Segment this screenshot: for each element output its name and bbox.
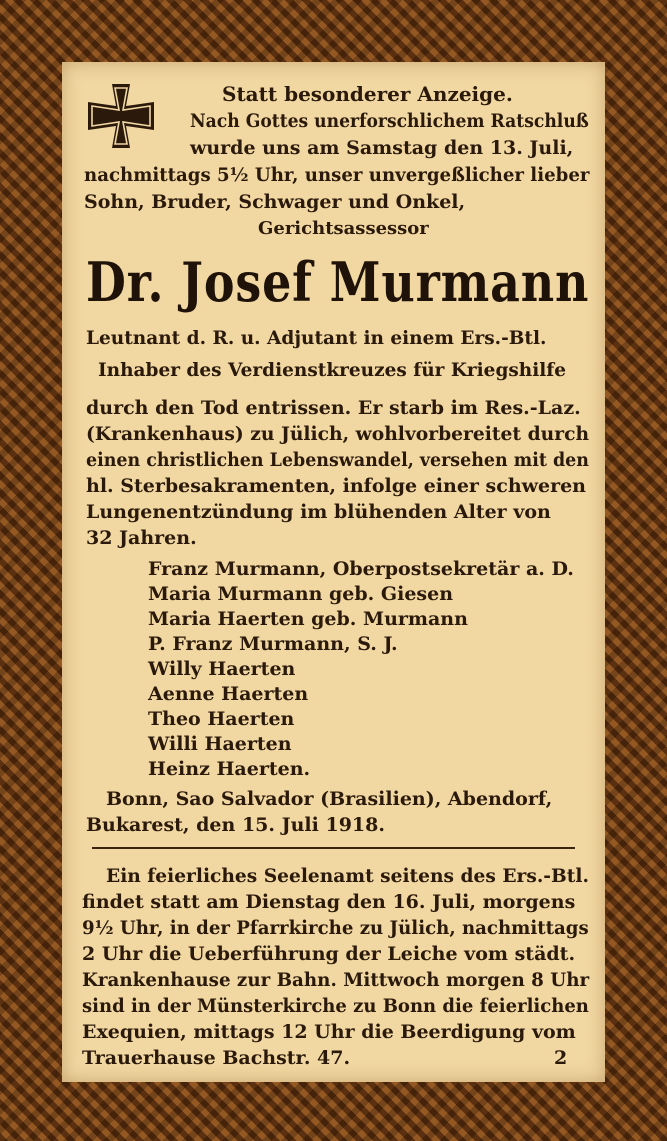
intro-line-4: Sohn, Bruder, Schwager und Onkel, (84, 191, 466, 213)
footnote-number: 2 (554, 1047, 568, 1069)
service-line-1: Ein feierliches Seelenamt seitens des Ers.-Btl. (106, 865, 589, 887)
relative-3: Maria Haerten geb. Murmann (148, 608, 468, 630)
relative-9: Heinz Haerten. (148, 758, 311, 780)
relative-1: Franz Murmann, Oberpostsekretär a. D. (148, 558, 574, 580)
relative-6: Aenne Haerten (148, 683, 309, 705)
service-line-3: 9½ Uhr, in der Pfarrkirche zu Jülich, nachmittags (82, 917, 589, 939)
body-line-6: 32 Jahren. (86, 527, 197, 549)
relative-5: Willy Haerten (148, 658, 296, 680)
service-line-5: Krankenhause zur Bahn. Mittwoch morgen 8 Uhr (82, 969, 590, 991)
iron-cross-icon (88, 84, 154, 148)
service-line-6: sind in der Münsterkirche zu Bonn die feierlichen (82, 995, 589, 1017)
service-line-4: 2 Uhr die Ueberführung der Leiche vom städt. (82, 943, 576, 965)
body-line-3: einen christlichen Lebenswandel, versehen mit den (86, 449, 589, 471)
body-line-5: Lungenentzündung im blühenden Alter von (86, 501, 551, 523)
relative-7: Theo Haerten (148, 708, 295, 730)
intro-line-2: wurde uns am Samstag den 13. Juli, (190, 137, 574, 159)
deceased-name: Dr. Josef Murmann (86, 250, 590, 314)
relative-4: P. Franz Murmann, S. J. (148, 633, 398, 655)
section-divider (92, 847, 575, 849)
body-line-2: (Krankenhaus) zu Jülich, wohlvorbereitet durch (86, 423, 590, 445)
obituary-notice (62, 62, 605, 1082)
places-line-2: Bukarest, den 15. Juli 1918. (86, 814, 385, 836)
military-rank: Leutnant d. R. u. Adjutant in einem Ers.-Btl. (86, 328, 547, 349)
places-line-1: Bonn, Sao Salvador (Brasilien), Abendorf, (106, 788, 553, 810)
service-line-7: Exequien, mittags 12 Uhr die Beerdigung vom (82, 1021, 576, 1043)
relative-2: Maria Murmann geb. Giesen (148, 583, 454, 605)
service-line-2: findet statt am Dienstag den 16. Juli, morgens (82, 891, 576, 913)
relative-8: Willi Haerten (148, 733, 292, 755)
service-line-8: Trauerhause Bachstr. 47. (82, 1047, 351, 1069)
notice-header: Statt besonderer Anzeige. (222, 82, 513, 106)
occupation: Gerichtsassessor (258, 218, 429, 239)
intro-line-1: Nach Gottes unerforschlichem Ratschluß (190, 110, 589, 132)
body-line-4: hl. Sterbesakramenten, infolge einer schweren (86, 475, 586, 497)
award: Inhaber des Verdienstkreuzes für Kriegshilfe (98, 360, 567, 381)
intro-line-3: nachmittags 5½ Uhr, unser unvergeßlicher lieber (84, 164, 590, 186)
body-line-1: durch den Tod entrissen. Er starb im Res.-Laz. (86, 397, 581, 419)
